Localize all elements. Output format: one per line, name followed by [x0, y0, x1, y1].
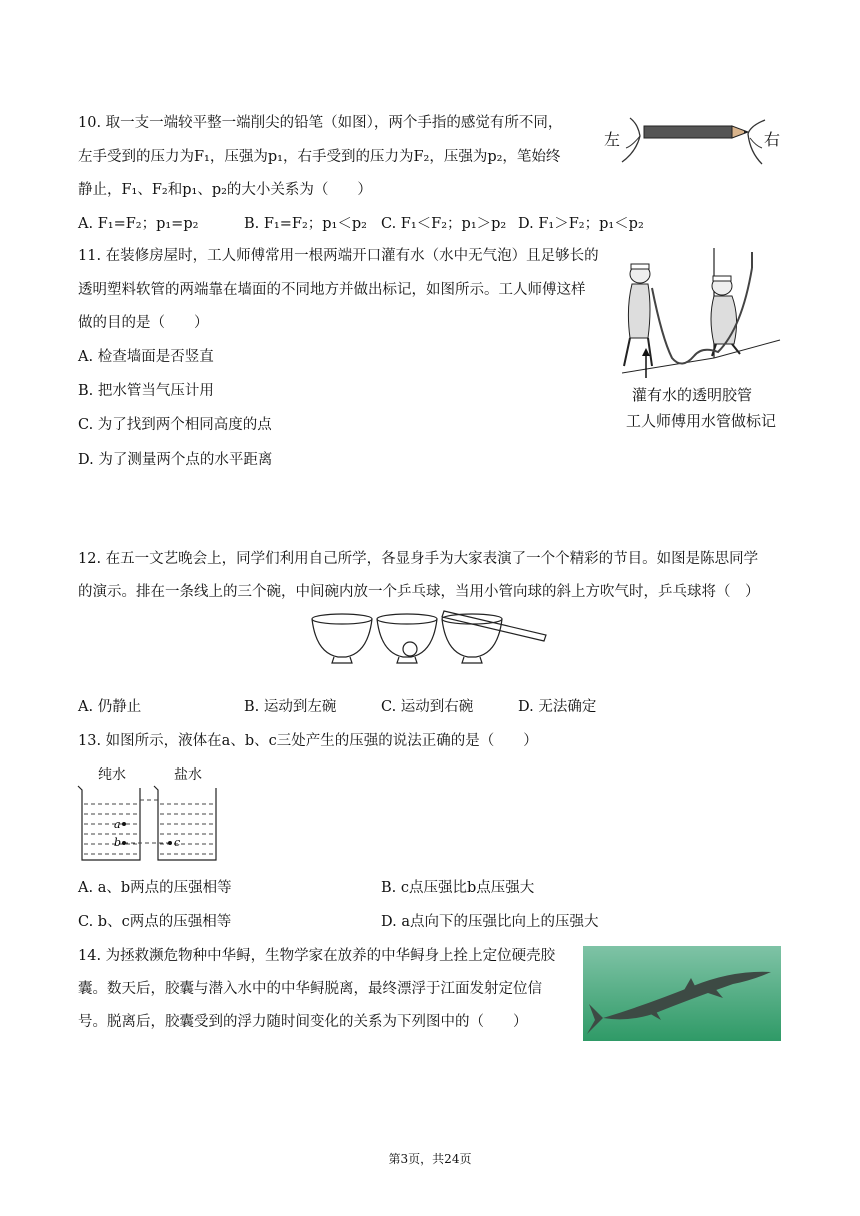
workers-hose-figure	[622, 248, 782, 438]
q11-option-d: D. 为了测量两个点的水平距离	[78, 452, 273, 468]
q11-option-a: A. 检查墙面是否竖直	[78, 349, 214, 365]
q14-line1: 14. 为拯救濒危物种中华鲟，生物学家在放养的中华鲟身上拴上定位硬壳胶	[78, 948, 556, 964]
page-footer: 第3页，共24页	[388, 1152, 472, 1166]
q12-option-b: B. 运动到左碗	[244, 699, 337, 715]
q12-option-a: A. 仍静止	[78, 699, 142, 715]
q13-option-d: D. a点向下的压强比向上的压强大	[381, 914, 599, 930]
q10-option-c: C. F₁＜F₂；p₁＞p₂	[381, 216, 507, 232]
fig-right-label: 右	[764, 130, 781, 149]
fig-label-salt-water: 盐水	[174, 767, 202, 783]
q12-option-d: D. 无法确定	[518, 699, 597, 715]
svg-text:c: c	[174, 836, 181, 849]
q10-line2: 左手受到的压力为F₁，压强为p₁，右手受到的压力为F₂，压强为p₂，笔始终	[78, 149, 561, 165]
fig-label-pure-water: 纯水	[98, 767, 126, 783]
q10-line3: 静止，F₁、F₂和p₁、p₂的大小关系为（ ）	[78, 182, 372, 198]
svg-text:b: b	[114, 836, 122, 849]
fig-caption-workers: 工人师傅用水管做标记	[626, 412, 777, 430]
q13-option-b: B. c点压强比b点压强大	[381, 880, 535, 896]
svg-text:a: a	[114, 818, 121, 831]
q13-option-c: C. b、c两点的压强相等	[78, 914, 232, 930]
q10-line1: 10. 取一支一端较平整一端削尖的铅笔（如图），两个手指的感觉有所不同，	[78, 115, 563, 131]
q10-option-a: A. F₁=F₂；p₁=p₂	[78, 216, 199, 232]
q12-option-c: C. 运动到右碗	[381, 699, 474, 715]
q10-option-d: D. F₁＞F₂；p₁＜p₂	[518, 216, 644, 232]
fig-caption-hose: 灌有水的透明胶管	[632, 386, 753, 404]
q11-option-c: C. 为了找到两个相同高度的点	[78, 417, 272, 433]
fig-left-label: 左	[604, 130, 621, 149]
bowls-figure	[310, 607, 550, 667]
q11-line2: 透明塑料软管的两端靠在墙面的不同地方并做出标记，如图所示。工人师傅这样	[78, 282, 586, 298]
q13-line1: 13. 如图所示，液体在a、b、c三处产生的压强的说法正确的是（ ）	[78, 733, 538, 749]
q12-line1: 12. 在五一文艺晚会上，同学们利用自己所学，各显身手为大家表演了一个个精彩的节目。如图是陈思同学	[78, 551, 759, 567]
sturgeon-photo	[583, 946, 781, 1041]
beakers-figure	[74, 764, 224, 864]
q11-option-b: B. 把水管当气压计用	[78, 383, 214, 399]
q13-option-a: A. a、b两点的压强相等	[78, 880, 232, 896]
q14-line3: 号。脱离后，胶囊受到的浮力随时间变化的关系为下列图中的（ ）	[78, 1014, 528, 1030]
q10-option-b: B. F₁=F₂；p₁＜p₂	[244, 216, 367, 232]
q14-line2: 囊。数天后，胶囊与潜入水中的中华鲟脱离，最终漂浮于江面发射定位信	[78, 981, 542, 997]
pencil-figure	[600, 112, 785, 177]
q11-line3: 做的目的是（ ）	[78, 315, 209, 331]
q11-line1: 11. 在装修房屋时，工人师傅常用一根两端开口灌有水（水中无气泡）且足够长的	[78, 248, 599, 264]
q12-line2: 的演示。排在一条线上的三个碗，中间碗内放一个乒乓球，当用小管向球的斜上方吹气时，乒乓球将（ ）	[78, 584, 760, 600]
